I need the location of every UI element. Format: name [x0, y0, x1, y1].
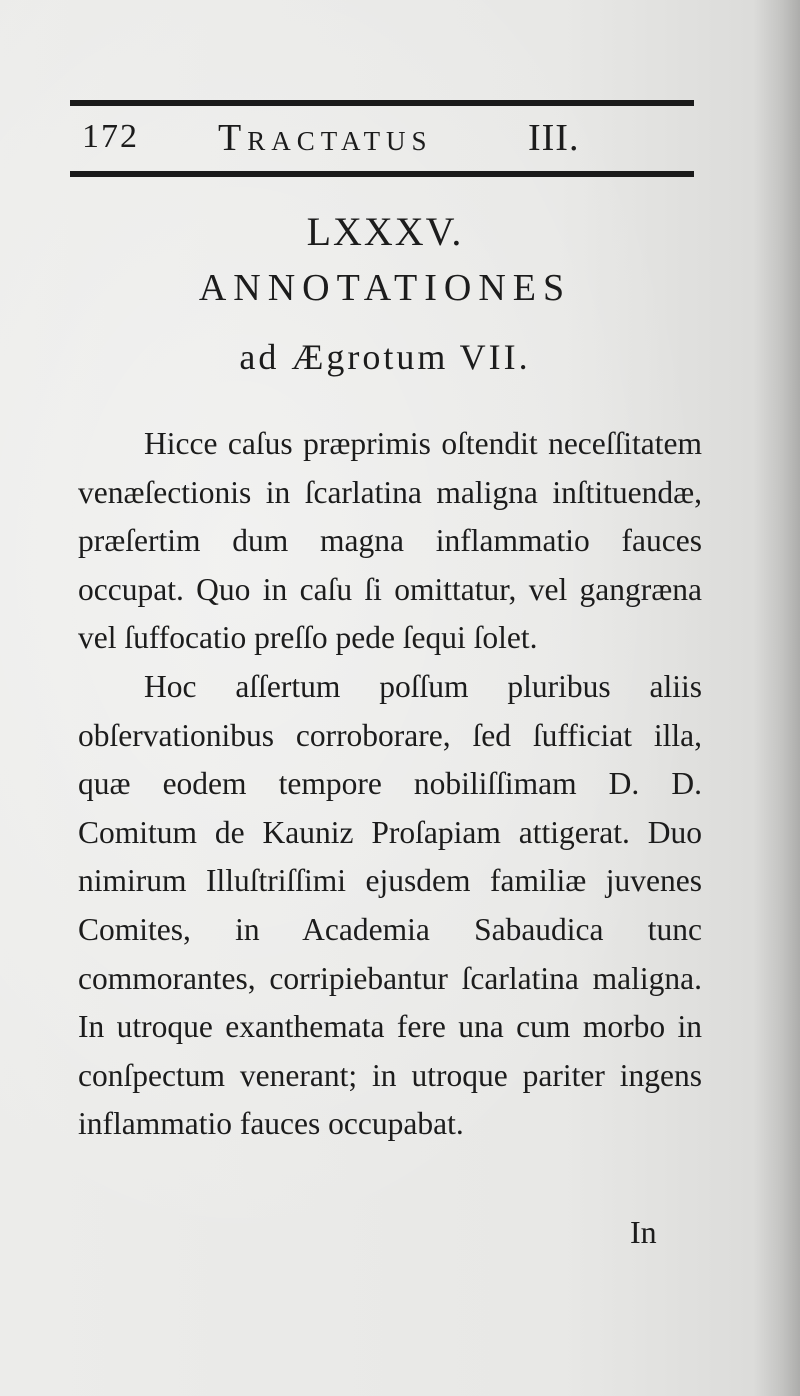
catchword: In	[630, 1214, 657, 1250]
section-title: ANNOTATIONES	[198, 267, 572, 309]
header-rule-bottom	[70, 171, 694, 177]
section-subtitle: ad Ægrotum VII.	[239, 337, 531, 377]
paragraph-2: Hoc aſſertum poſſum pluribus aliis obſervationibus corroborare, ſed ſufficiat illa, quæ eodem tempore nobiliſſimam D. D. Comitum de Kauniz Proſapiam attigerat. Duo nimirum Illuſtriſſimi ejusdem familiæ juvenes Comites, in Academia Sabaudica tunc commorantes, corripiebantur ſcarlatina maligna. In utroque exanthemata fere una cum morbo in conſpectum venerant; in utroque pariter ingens inflammatio fauces occupabat.	[78, 668, 702, 1142]
running-head-title: Tractatus	[218, 117, 433, 159]
paragraph-1: Hicce caſus præprimis oſtendit neceſſitatem venæſectionis in ſcarlatina maligna inſtituendæ, præſertim dum magna inflammatio fauces occupat. Quo in caſu ſi omittatur, vel gangræna vel ſuffocatio preſſo pede ſequi ſolet.	[78, 426, 702, 656]
running-head-number: III.	[528, 117, 580, 159]
section-number: LXXXV.	[306, 209, 464, 254]
header-rule-top	[70, 100, 694, 106]
page-number: 172	[82, 118, 139, 155]
running-head	[76, 112, 686, 162]
body-text	[78, 420, 702, 1149]
